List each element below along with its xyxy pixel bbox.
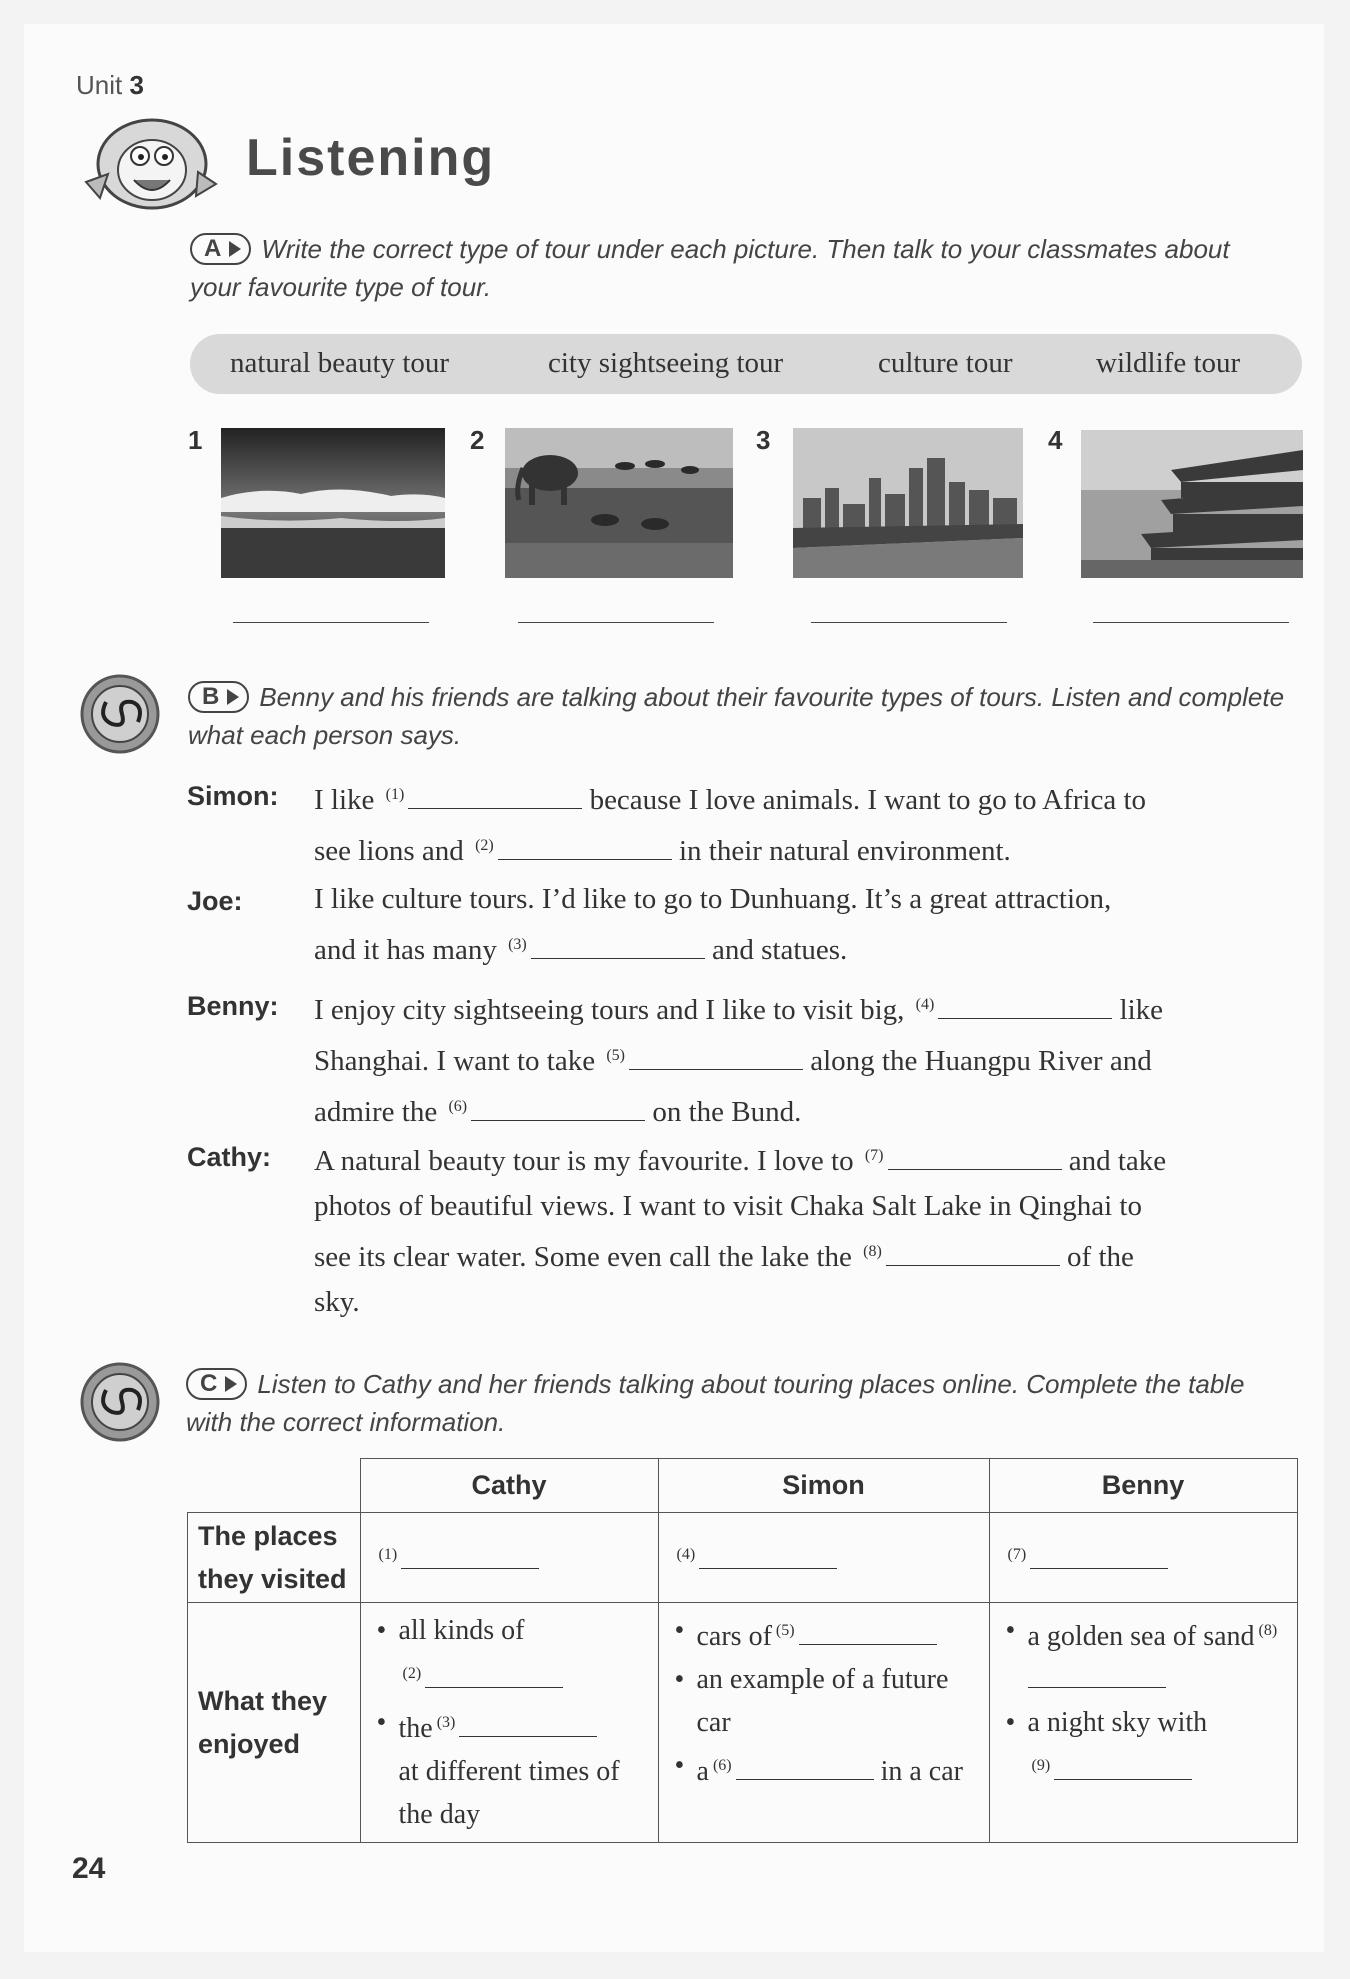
answer-line[interactable]	[1093, 622, 1289, 623]
part-b-badge: B	[188, 681, 249, 713]
audio-track-icon[interactable]	[78, 1360, 166, 1446]
blank-6[interactable]	[471, 1098, 645, 1121]
part-c-badge: C	[186, 1368, 247, 1400]
info-table	[187, 1458, 1298, 1843]
speaker-text: I like $^{(1)}$ because I love animals. I want to go to Africa to see lions and $^{(2)}$ in their natural environment.	[314, 784, 1147, 867]
speaker-text: A natural beauty tour is my favourite. I love to $^{(7)}$ and take photos of beautiful views. I want to visit Chaka Salt Lake in Qinghai to see its clear water. Some even call the lake the $^{(8)}$ of the sky.	[314, 1145, 1167, 1318]
table-cell[interactable]: • a golden sea of sand $^{(8)}$ • a night sky with $^{(9)}$	[989, 1603, 1297, 1843]
lake-reflection-picture	[221, 428, 445, 578]
table-corner	[188, 1459, 361, 1513]
speaker-text: I enjoy city sightseeing tours and I like to visit big, $^{(4)}$ like Shanghai. I want to take $^{(5)}$ along the Huangpu River and admire the $^{(6)}$ on the Bund.	[314, 994, 1164, 1128]
speaker-name: Simon:	[187, 781, 279, 811]
speaker-name: Benny:	[187, 991, 279, 1021]
speaker-text: I like culture tours. I’d like to go to Dunhuang. It’s a great attraction, and it has many $^{(3)}$ and statues.	[314, 883, 1112, 966]
word-box	[190, 334, 1302, 394]
row-header: What they enjoyed	[188, 1603, 361, 1843]
word-option: natural beauty tour	[230, 347, 450, 379]
answer-line[interactable]	[233, 622, 429, 623]
part-c-instruction: C Listen to Cathy and her friends talking about touring places online. Complete the table with the correct information.	[186, 1369, 1245, 1437]
blank-8[interactable]	[886, 1243, 1060, 1266]
blank-3[interactable]	[531, 936, 705, 959]
word-option: culture tour	[878, 347, 1013, 379]
audio-track-icon[interactable]	[78, 672, 166, 758]
picture-number: 1	[188, 425, 203, 455]
section-title: Listening	[246, 129, 496, 187]
answer-line[interactable]	[518, 622, 714, 623]
blank-1[interactable]	[408, 786, 582, 809]
picture-number: 4	[1048, 425, 1063, 455]
blank-7[interactable]	[888, 1147, 1062, 1170]
safari-animals-picture	[505, 428, 733, 578]
speaker-name: Joe:	[187, 886, 243, 916]
table-cell[interactable]: (7)	[989, 1513, 1297, 1603]
word-option: wildlife tour	[1096, 347, 1241, 379]
column-header: Simon	[658, 1459, 989, 1513]
blank-5[interactable]	[629, 1047, 803, 1070]
speaker-name: Cathy:	[187, 1142, 272, 1172]
word-option: city sightseeing tour	[548, 347, 784, 379]
column-header: Cathy	[360, 1459, 658, 1513]
row-header: The places they visited	[188, 1513, 361, 1603]
listening-mascot-icon	[80, 112, 218, 212]
part-a-instruction: A Write the correct type of tour under each picture. Then talk to your classmates about your favourite type of tour.	[190, 234, 1230, 302]
city-skyline-picture	[793, 428, 1023, 578]
answer-line[interactable]	[811, 622, 1007, 623]
unit-label: Unit 3	[76, 70, 144, 100]
table-cell[interactable]: (4)	[658, 1513, 989, 1603]
table-cell[interactable]: • cars of $^{(5)}$ • an example of a future car • a $^{(6)}$ in a car	[658, 1603, 989, 1843]
page-number: 24	[72, 1852, 106, 1885]
column-header: Benny	[989, 1459, 1297, 1513]
part-a-badge: A	[190, 233, 251, 265]
blank-2[interactable]	[498, 837, 672, 860]
ancient-pavilion-picture	[1081, 430, 1303, 578]
picture-number: 2	[470, 425, 485, 455]
table-cell[interactable]: • all kinds of $^{(2)}$ • the $^{(3)}$ at different times of the day	[360, 1603, 658, 1843]
picture-number: 3	[756, 425, 771, 455]
blank-4[interactable]	[938, 996, 1112, 1019]
table-cell[interactable]: (1)	[360, 1513, 658, 1603]
part-b-instruction: B Benny and his friends are talking about their favourite types of tours. Listen and complete what each person says.	[188, 682, 1285, 750]
